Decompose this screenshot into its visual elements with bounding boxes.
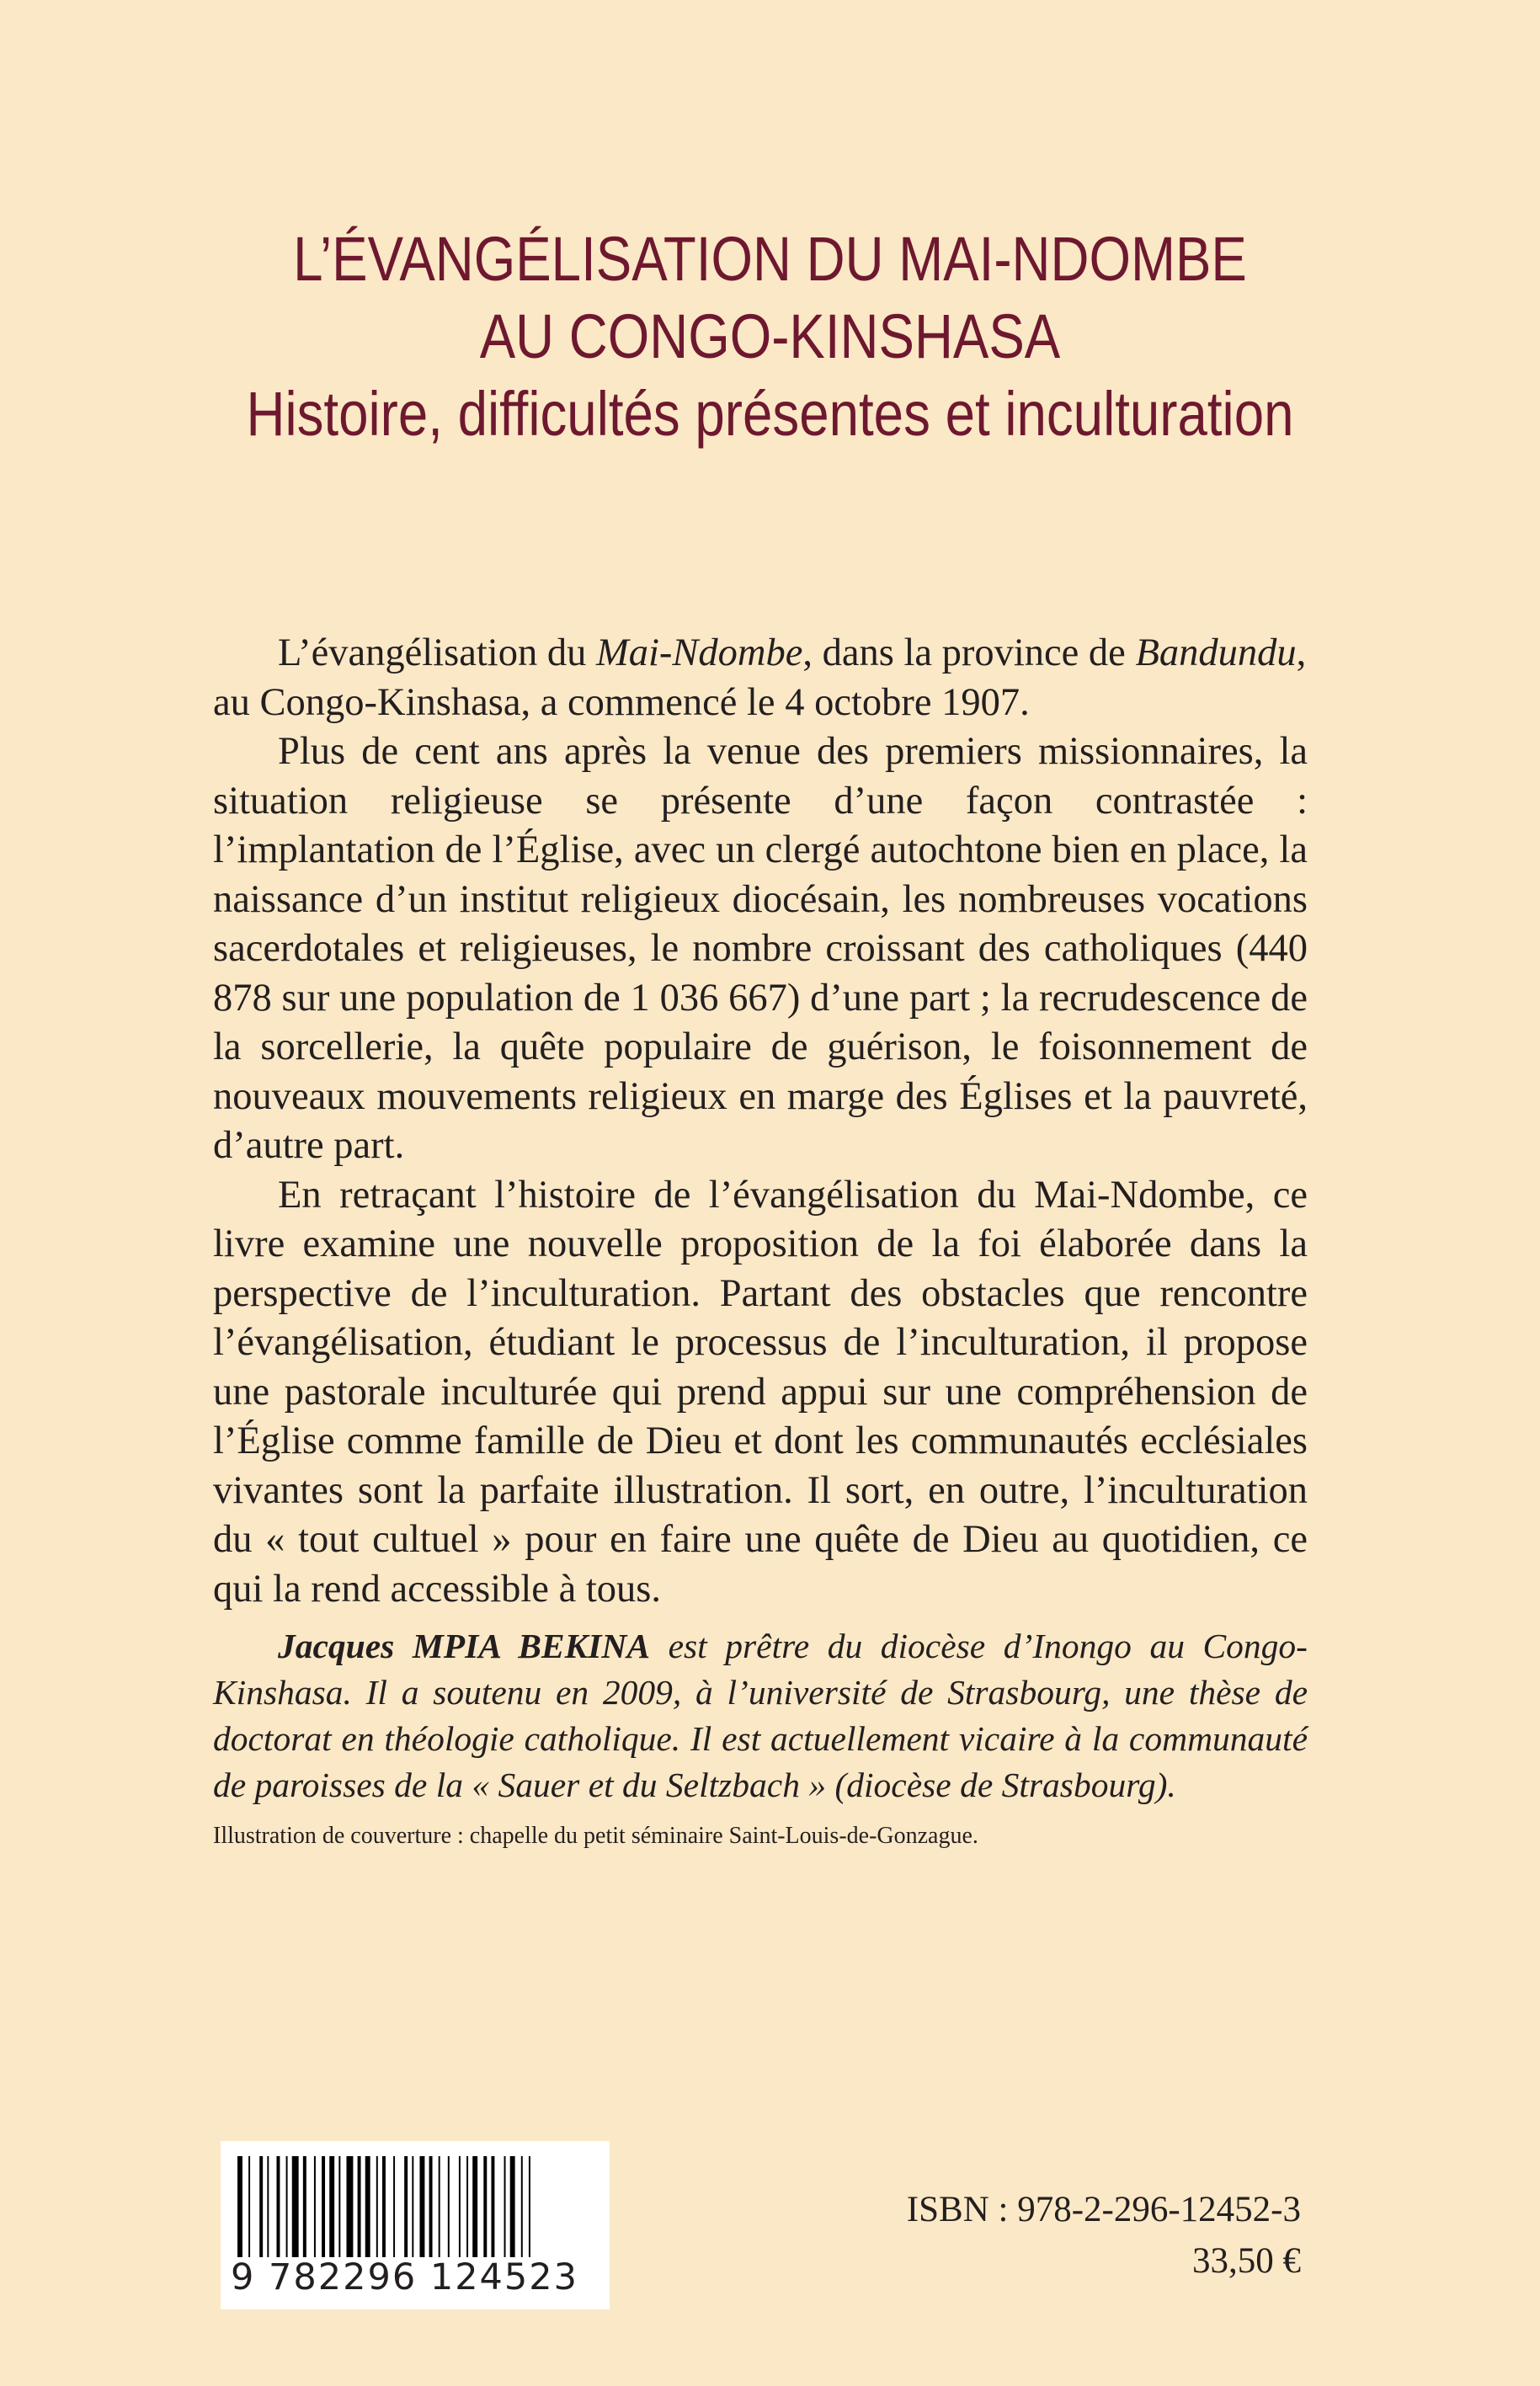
barcode-bar bbox=[419, 2156, 424, 2257]
barcode-bar bbox=[276, 2156, 280, 2257]
summary-p1-text-a: L’évangélisation du bbox=[278, 631, 596, 674]
barcode bbox=[221, 2141, 610, 2309]
author-name: Jacques MPIA BEKINA bbox=[278, 1627, 651, 1665]
barcode-bar bbox=[521, 2156, 523, 2257]
barcode-bar bbox=[459, 2156, 461, 2257]
barcode-bars bbox=[237, 2156, 591, 2259]
summary-p1-text-c: , au Congo-Kinshasa, a commencé le 4 octobre 1907. bbox=[213, 631, 1307, 724]
summary-paragraph-1 bbox=[213, 629, 1308, 727]
barcode-bar bbox=[393, 2156, 395, 2257]
barcode-bar bbox=[466, 2156, 468, 2257]
barcode-bar bbox=[237, 2156, 242, 2257]
barcode-digits: 9 782296 124523 bbox=[231, 2256, 578, 2298]
summary-paragraph-2: Plus de cent ans après la venue des premiers missionnaires, la situation religieuse se présente d’une façon contrastée : l’implantation de l’Église, avec un clergé autochtone bien en place, la naissance d’un institut religieux diocésain, les nombreuses vocations sacerdotales et religieuses, le nombre croissant des catholiques (440 878 sur une population de 1 036 667) d’une part ; la recrudescence de la sorcellerie, la quête populaire de guérison, le foisonnement de nouveaux mouvements religieux en marge des Églises et la pauvreté, d’autre part. bbox=[213, 730, 1308, 1167]
barcode-bar bbox=[404, 2156, 408, 2257]
barcode-bar bbox=[292, 2156, 299, 2257]
place-name-bandundu: Bandundu bbox=[1135, 631, 1297, 674]
summary-p1-text-b: , dans la province de bbox=[802, 631, 1136, 674]
book-title-line-2: AU CONGO-KINSHASA bbox=[479, 301, 1061, 371]
illustration-credit: Illustration de couverture : chapelle du petit séminaire Saint-Louis-de-Gonzague. bbox=[213, 1823, 978, 1849]
book-subtitle: Histoire, difficultés présentes et inculturation bbox=[246, 379, 1294, 449]
barcode-bar bbox=[346, 2156, 353, 2257]
barcode-bar bbox=[382, 2156, 386, 2257]
barcode-bar bbox=[322, 2156, 325, 2257]
barcode-bar bbox=[429, 2156, 433, 2257]
barcode-bar bbox=[248, 2156, 250, 2257]
barcode-bar bbox=[510, 2156, 515, 2257]
author-bio-text: est prêtre du diocèse d’Inongo au Congo-Kinshasa. Il a soutenu en 2009, à l’université de Strasbourg, une thèse de doctorat en théologie catholique. Il est actuellement vicaire à la communauté de paroisses de la « Sauer et du Seltzbach » (diocèse de Strasbourg). bbox=[213, 1627, 1308, 1804]
book-summary bbox=[213, 629, 1308, 1614]
isbn-number: ISBN : 978-2-296-12452-3 bbox=[906, 2190, 1301, 2229]
barcode-bar bbox=[412, 2156, 413, 2257]
barcode-bar bbox=[338, 2156, 340, 2257]
barcode-bar bbox=[286, 2156, 288, 2257]
barcode-bar bbox=[358, 2156, 361, 2257]
barcode-bar bbox=[483, 2156, 487, 2257]
book-title-line-1: L’ÉVANGÉLISATION DU MAI-NDOMBE bbox=[293, 224, 1247, 294]
barcode-bar bbox=[259, 2156, 263, 2257]
barcode-bar bbox=[314, 2156, 316, 2257]
barcode-bar bbox=[376, 2156, 378, 2257]
barcode-bar bbox=[504, 2156, 506, 2257]
barcode-bar bbox=[329, 2156, 334, 2257]
barcode-bar bbox=[439, 2156, 440, 2257]
summary-paragraph-3: En retraçant l’histoire de l’évangélisation du Mai-Ndombe, ce livre examine une nouvelle proposition de la foi élaborée dans la perspective de l’inculturation. Partant des obstacles que rencontre l’évangélisation, étudiant le processus de l’inculturation, il propose une pastorale inculturée qui prend appui sur une compréhension de l’Église comme famille de Dieu et dont les communautés ecclésiales vivantes sont la parfaite illustration. Il sort, en outre, l’inculturation du « tout cultuel » pour en faire une quête de Dieu au quotidien, ce qui la rend accessible à tous. bbox=[213, 1173, 1308, 1611]
barcode-bar bbox=[303, 2156, 306, 2257]
place-name-mai-ndombe: Mai-Ndombe bbox=[595, 631, 803, 674]
barcode-bar bbox=[267, 2156, 269, 2257]
barcode-bar bbox=[365, 2156, 370, 2257]
barcode-bar bbox=[491, 2156, 494, 2257]
barcode-bar bbox=[472, 2156, 477, 2257]
barcode-bar bbox=[448, 2156, 450, 2257]
price: 33,50 € bbox=[1192, 2241, 1301, 2281]
cover-title-block bbox=[0, 221, 1540, 453]
barcode-bar bbox=[529, 2156, 530, 2257]
author-bio bbox=[213, 1623, 1308, 1808]
